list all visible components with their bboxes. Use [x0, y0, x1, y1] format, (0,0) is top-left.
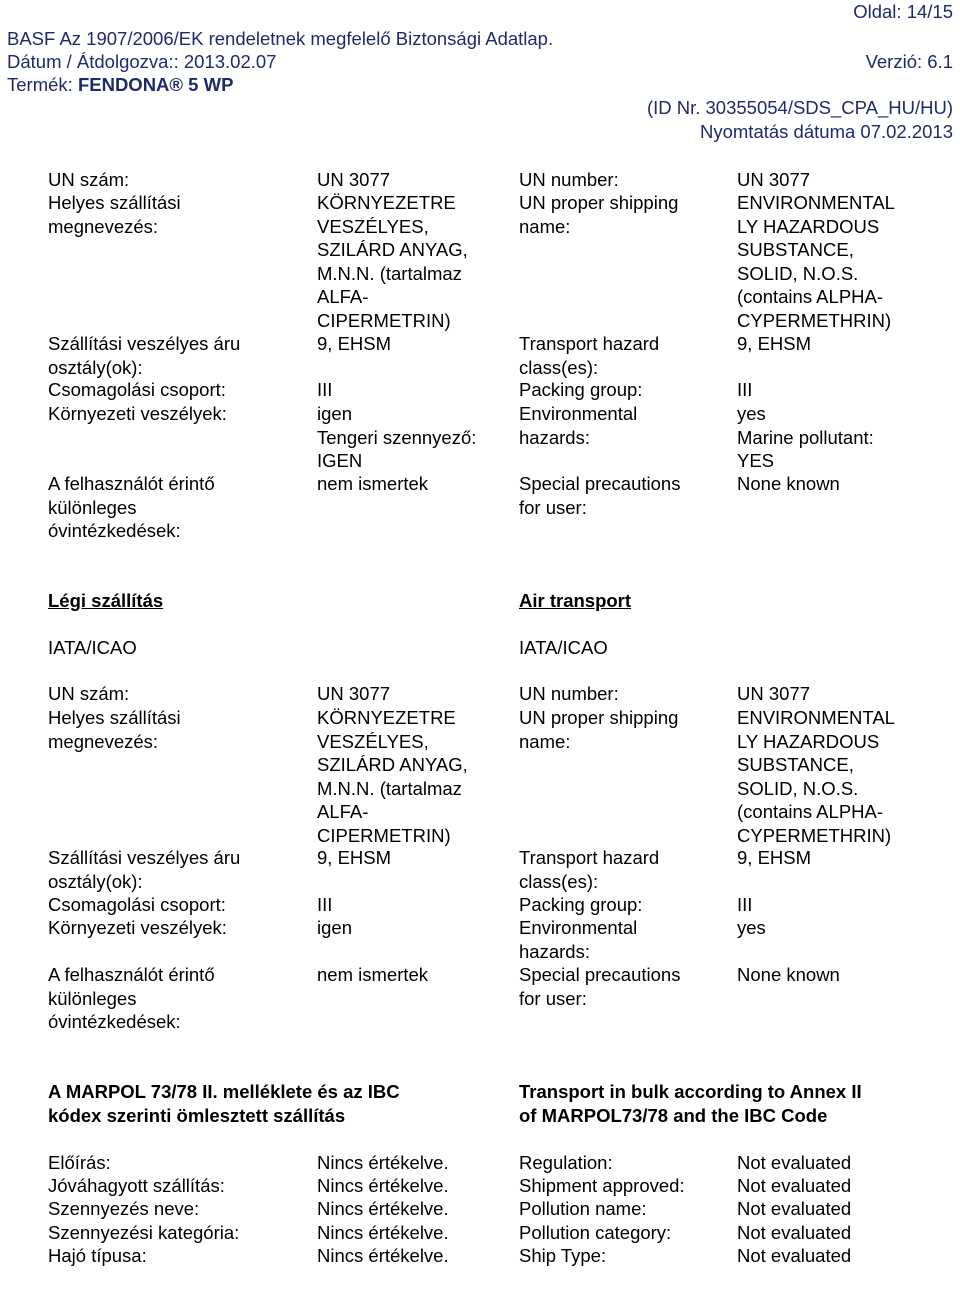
revision-date: Dátum / Átdolgozva:: 2013.02.07 [7, 51, 277, 72]
version: Verzió: 6.1 [865, 51, 953, 72]
air-shipping-name-label-en: UN proper shipping name: [519, 707, 679, 752]
air-special-precautions-label-hu: A felhasználót érintő különleges óvintézkedések: [48, 964, 215, 1032]
document-title: BASF Az 1907/2006/EK rendeletnek megfelelő Biztonsági Adatlap. [7, 28, 554, 49]
marpol-label-hu: Szennyezés neve: [48, 1198, 200, 1220]
air-shipping-name-label-hu: Helyes szállítási megnevezés: [48, 707, 181, 752]
un-value-en: UN 3077 [737, 169, 811, 190]
shipping-name-label-hu: Helyes szállítási megnevezés: [48, 192, 181, 237]
air-regulation-en: IATA/ICAO [519, 637, 608, 658]
air-special-precautions-value-en: None known [737, 964, 840, 985]
marpol-value-hu: Nincs értékelve. [317, 1244, 449, 1266]
hazard-class-value-hu: 9, EHSM [317, 333, 392, 354]
air-env-hazards-value-hu: igen [317, 917, 352, 938]
un-label-hu: UN szám: [48, 169, 130, 190]
marpol-label-hu: Jóváhagyott szállítás: [48, 1175, 225, 1197]
air-env-hazards-value-en: yes [737, 917, 766, 938]
air-shipping-name-value-hu: KÖRNYEZETRE VESZÉLYES, SZILÁRD ANYAG, M.N.N. (tartalmaz ALFA- CIPERMETRIN) [317, 707, 468, 846]
product-prefix: Termék: [7, 74, 78, 95]
env-hazards-label-hu: Környezeti veszélyek: [48, 403, 227, 424]
print-date: Nyomtatás dátuma 07.02.2013 [700, 121, 953, 142]
hazard-class-value-en: 9, EHSM [737, 333, 812, 354]
marpol-label-en: Pollution name: [519, 1198, 647, 1220]
marpol-value-hu: Nincs értékelve. [317, 1198, 449, 1220]
air-special-precautions-label-en: Special precautions for user: [519, 964, 681, 1009]
air-un-value-en: UN 3077 [737, 683, 811, 704]
page-number: Oldal: 14/15 [853, 1, 953, 22]
air-un-label-hu: UN szám: [48, 683, 130, 704]
env-hazards-label-en: Environmental hazards: [519, 403, 638, 448]
marpol-label-hu: Előírás: [48, 1152, 111, 1173]
marpol-label-en: Ship Type: [519, 1244, 607, 1266]
product-name: FENDONA® 5 WP [77, 74, 234, 95]
marpol-label-hu: Szennyezési kategória: [48, 1221, 240, 1243]
air-hazard-class-label-en: Transport hazard class(es): [519, 847, 660, 892]
air-un-label-en: UN number: [519, 683, 619, 704]
air-transport-heading-en: Air transport [519, 590, 632, 611]
special-precautions-label-en: Special precautions for user: [519, 473, 681, 518]
packing-group-label-en: Packing group: [519, 379, 643, 400]
marpol-value-en: Not evaluated [737, 1152, 852, 1173]
marpol-heading-en: Transport in bulk according to Annex II of MARPOL73/78 and the IBC Code [519, 1081, 862, 1126]
air-env-hazards-label-hu: Környezeti veszélyek: [48, 917, 227, 938]
un-value-hu: UN 3077 [317, 169, 391, 190]
marpol-value-hu: Nincs értékelve. [317, 1152, 449, 1173]
air-un-value-hu: UN 3077 [317, 683, 391, 704]
marpol-value-hu: Nincs értékelve. [317, 1221, 449, 1243]
marpol-value-en: Not evaluated [737, 1175, 852, 1197]
air-special-precautions-value-hu: nem ismertek [317, 964, 429, 985]
air-hazard-class-value-hu: 9, EHSM [317, 847, 392, 868]
marpol-label-en: Shipment approved: [519, 1175, 685, 1197]
air-packing-group-value-en: III [737, 894, 753, 915]
document-id: (ID Nr. 30355054/SDS_CPA_HU/HU) [646, 97, 953, 118]
shipping-name-value-en: ENVIRONMENTAL LY HAZARDOUS SUBSTANCE, SOLID, N.O.S. (contains ALPHA- CYPERMETHRIN) [737, 192, 895, 331]
air-packing-group-label-hu: Csomagolási csoport: [48, 894, 226, 915]
hazard-class-label-en: Transport hazard class(es): [519, 333, 660, 378]
special-precautions-value-hu: nem ismertek [317, 473, 429, 494]
shipping-name-label-en: UN proper shipping name: [519, 192, 679, 237]
special-precautions-value-en: None known [737, 473, 840, 494]
marpol-label-hu: Hajó típusa: [48, 1244, 147, 1266]
env-hazards-value-hu: igen Tengeri szennyező: IGEN [317, 403, 477, 471]
air-packing-group-value-hu: III [317, 894, 333, 915]
air-env-hazards-label-en: Environmental hazards: [519, 917, 638, 962]
air-transport-heading-hu: Légi szállítás [48, 590, 164, 611]
env-hazards-value-en: yes Marine pollutant: YES [737, 403, 874, 471]
packing-group-value-en: III [737, 379, 753, 400]
packing-group-label-hu: Csomagolási csoport: [48, 379, 226, 400]
marpol-value-en: Not evaluated [737, 1198, 852, 1220]
marpol-value-en: Not evaluated [737, 1244, 852, 1266]
hazard-class-label-hu: Szállítási veszélyes áru osztály(ok): [48, 333, 241, 378]
packing-group-value-hu: III [317, 379, 333, 400]
air-shipping-name-value-en: ENVIRONMENTAL LY HAZARDOUS SUBSTANCE, SOLID, N.O.S. (contains ALPHA- CYPERMETHRIN) [737, 707, 895, 846]
shipping-name-value-hu: KÖRNYEZETRE VESZÉLYES, SZILÁRD ANYAG, M.N.N. (tartalmaz ALFA- CIPERMETRIN) [317, 192, 468, 331]
marpol-value-en: Not evaluated [737, 1221, 852, 1243]
air-hazard-class-value-en: 9, EHSM [737, 847, 812, 868]
air-packing-group-label-en: Packing group: [519, 894, 643, 915]
marpol-value-hu: Nincs értékelve. [317, 1175, 449, 1197]
air-hazard-class-label-hu: Szállítási veszélyes áru osztály(ok): [48, 847, 241, 892]
product-line [7, 73, 233, 96]
marpol-heading-hu: A MARPOL 73/78 II. melléklete és az IBC kódex szerinti ömlesztett szállítás [48, 1081, 400, 1126]
air-regulation-hu: IATA/ICAO [48, 637, 137, 658]
special-precautions-label-hu: A felhasználót érintő különleges óvintézkedések: [48, 473, 215, 541]
marpol-label-en: Regulation: [519, 1152, 613, 1173]
un-label-en: UN number: [519, 169, 619, 190]
marpol-label-en: Pollution category: [519, 1221, 672, 1243]
